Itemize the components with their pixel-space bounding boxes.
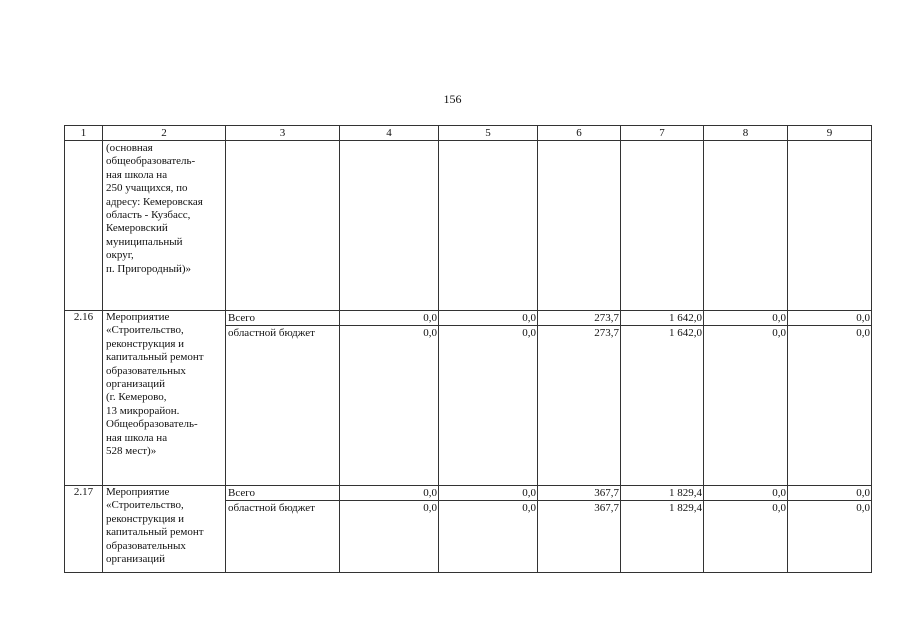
description-line: область - Кузбасс,: [106, 209, 191, 222]
value: 1 829,4: [669, 502, 702, 514]
value: 0,0: [772, 502, 786, 514]
value-cell: [621, 486, 704, 573]
value: 0,0: [704, 486, 787, 501]
value-cell: [439, 141, 538, 311]
value-cell: [788, 486, 872, 573]
header-cell: 4: [340, 126, 439, 141]
description-line: адресу: Кемеровская: [106, 195, 203, 208]
table-row-continuation: [65, 141, 872, 311]
value: 0,0: [856, 327, 870, 339]
value-cell: [538, 141, 621, 311]
value: 0,0: [439, 486, 537, 501]
source-label: областной бюджет: [228, 502, 315, 514]
header-cell: 3: [226, 126, 340, 141]
value-cell: [439, 486, 538, 573]
description-line: 528 мест)»: [106, 445, 157, 458]
source-cell: [226, 486, 340, 573]
description-line: образовательных: [106, 364, 186, 377]
value: 0,0: [788, 311, 871, 326]
description-line: Мероприятие: [106, 311, 170, 323]
description-line: ная школа на: [106, 168, 168, 181]
value: 0,0: [772, 327, 786, 339]
value-cell: [340, 141, 439, 311]
value-cell: [538, 486, 621, 573]
row-number-cell: 2.16: [65, 311, 103, 486]
description-line: муниципальный: [106, 235, 183, 248]
description-line: (г. Кемерово,: [106, 391, 167, 404]
header-cell: 2: [103, 126, 226, 141]
value: 367,7: [594, 502, 619, 514]
header-row: [65, 126, 872, 141]
description-line: организаций: [106, 378, 166, 391]
value-cell: [538, 311, 621, 486]
budget-table: [64, 125, 872, 573]
description-cell: [103, 141, 226, 311]
value-cell: [621, 311, 704, 486]
value: 0,0: [340, 486, 438, 501]
description-line: общеобразователь-: [106, 155, 196, 168]
header-cell: 8: [704, 126, 788, 141]
value-cell: [340, 486, 439, 573]
description-line: реконструкция и: [106, 512, 185, 525]
value-cell: [788, 311, 872, 486]
description-line: п. Пригородный)»: [106, 262, 192, 275]
header-cell: 7: [621, 126, 704, 141]
description-line: Кемеровский: [106, 222, 168, 235]
source-label: Всего: [226, 311, 339, 326]
source-label: Всего: [226, 486, 339, 501]
description-line: 13 микрорайон.: [106, 404, 180, 417]
value-cell: [704, 311, 788, 486]
value-cell: [439, 311, 538, 486]
description-line: округ,: [106, 249, 134, 262]
description-cell: [103, 311, 226, 486]
table-row-2-17: [65, 486, 872, 573]
source-cell: [226, 141, 340, 311]
value: 0,0: [856, 502, 870, 514]
value: 1 642,0: [621, 311, 703, 326]
description-line: (основная: [106, 142, 153, 154]
value: 367,7: [538, 486, 620, 501]
description-line: «Строительство,: [106, 324, 184, 337]
value-cell: [788, 141, 872, 311]
description-line: капитальный ремонт: [106, 351, 204, 364]
value: 0,0: [704, 311, 787, 326]
header-cell: 9: [788, 126, 872, 141]
value: 1 829,4: [621, 486, 703, 501]
source-cell: [226, 311, 340, 486]
description-line: капитальный ремонт: [106, 526, 204, 539]
description-line: Мероприятие: [106, 486, 170, 498]
description-line: организаций: [106, 553, 166, 566]
row-number-cell: 2.17: [65, 486, 103, 573]
value-cell: [704, 486, 788, 573]
source-label: областной бюджет: [228, 327, 315, 339]
description-cell: [103, 486, 226, 573]
description-line: реконструкция и: [106, 337, 185, 350]
value: 0,0: [423, 327, 437, 339]
description-line: 250 учащихся, по: [106, 182, 188, 195]
value-cell: [340, 311, 439, 486]
table-row-2-16: [65, 311, 872, 486]
value: 0,0: [340, 311, 438, 326]
value: 0,0: [522, 327, 536, 339]
value: 0,0: [423, 502, 437, 514]
header-cell: 6: [538, 126, 621, 141]
value: 273,7: [538, 311, 620, 326]
value: 0,0: [439, 311, 537, 326]
description-line: образовательных: [106, 539, 186, 552]
value: 0,0: [788, 486, 871, 501]
value-cell: [621, 141, 704, 311]
value: 273,7: [594, 327, 619, 339]
header-cell: 1: [65, 126, 103, 141]
description-line: ная школа на: [106, 431, 168, 444]
description-line: Общеобразователь-: [106, 418, 198, 431]
value: 0,0: [522, 502, 536, 514]
page-number: 156: [443, 92, 462, 106]
value-cell: [704, 141, 788, 311]
row-number-cell: [65, 141, 103, 311]
value: 1 642,0: [669, 327, 702, 339]
header-cell: 5: [439, 126, 538, 141]
description-line: «Строительство,: [106, 499, 184, 512]
